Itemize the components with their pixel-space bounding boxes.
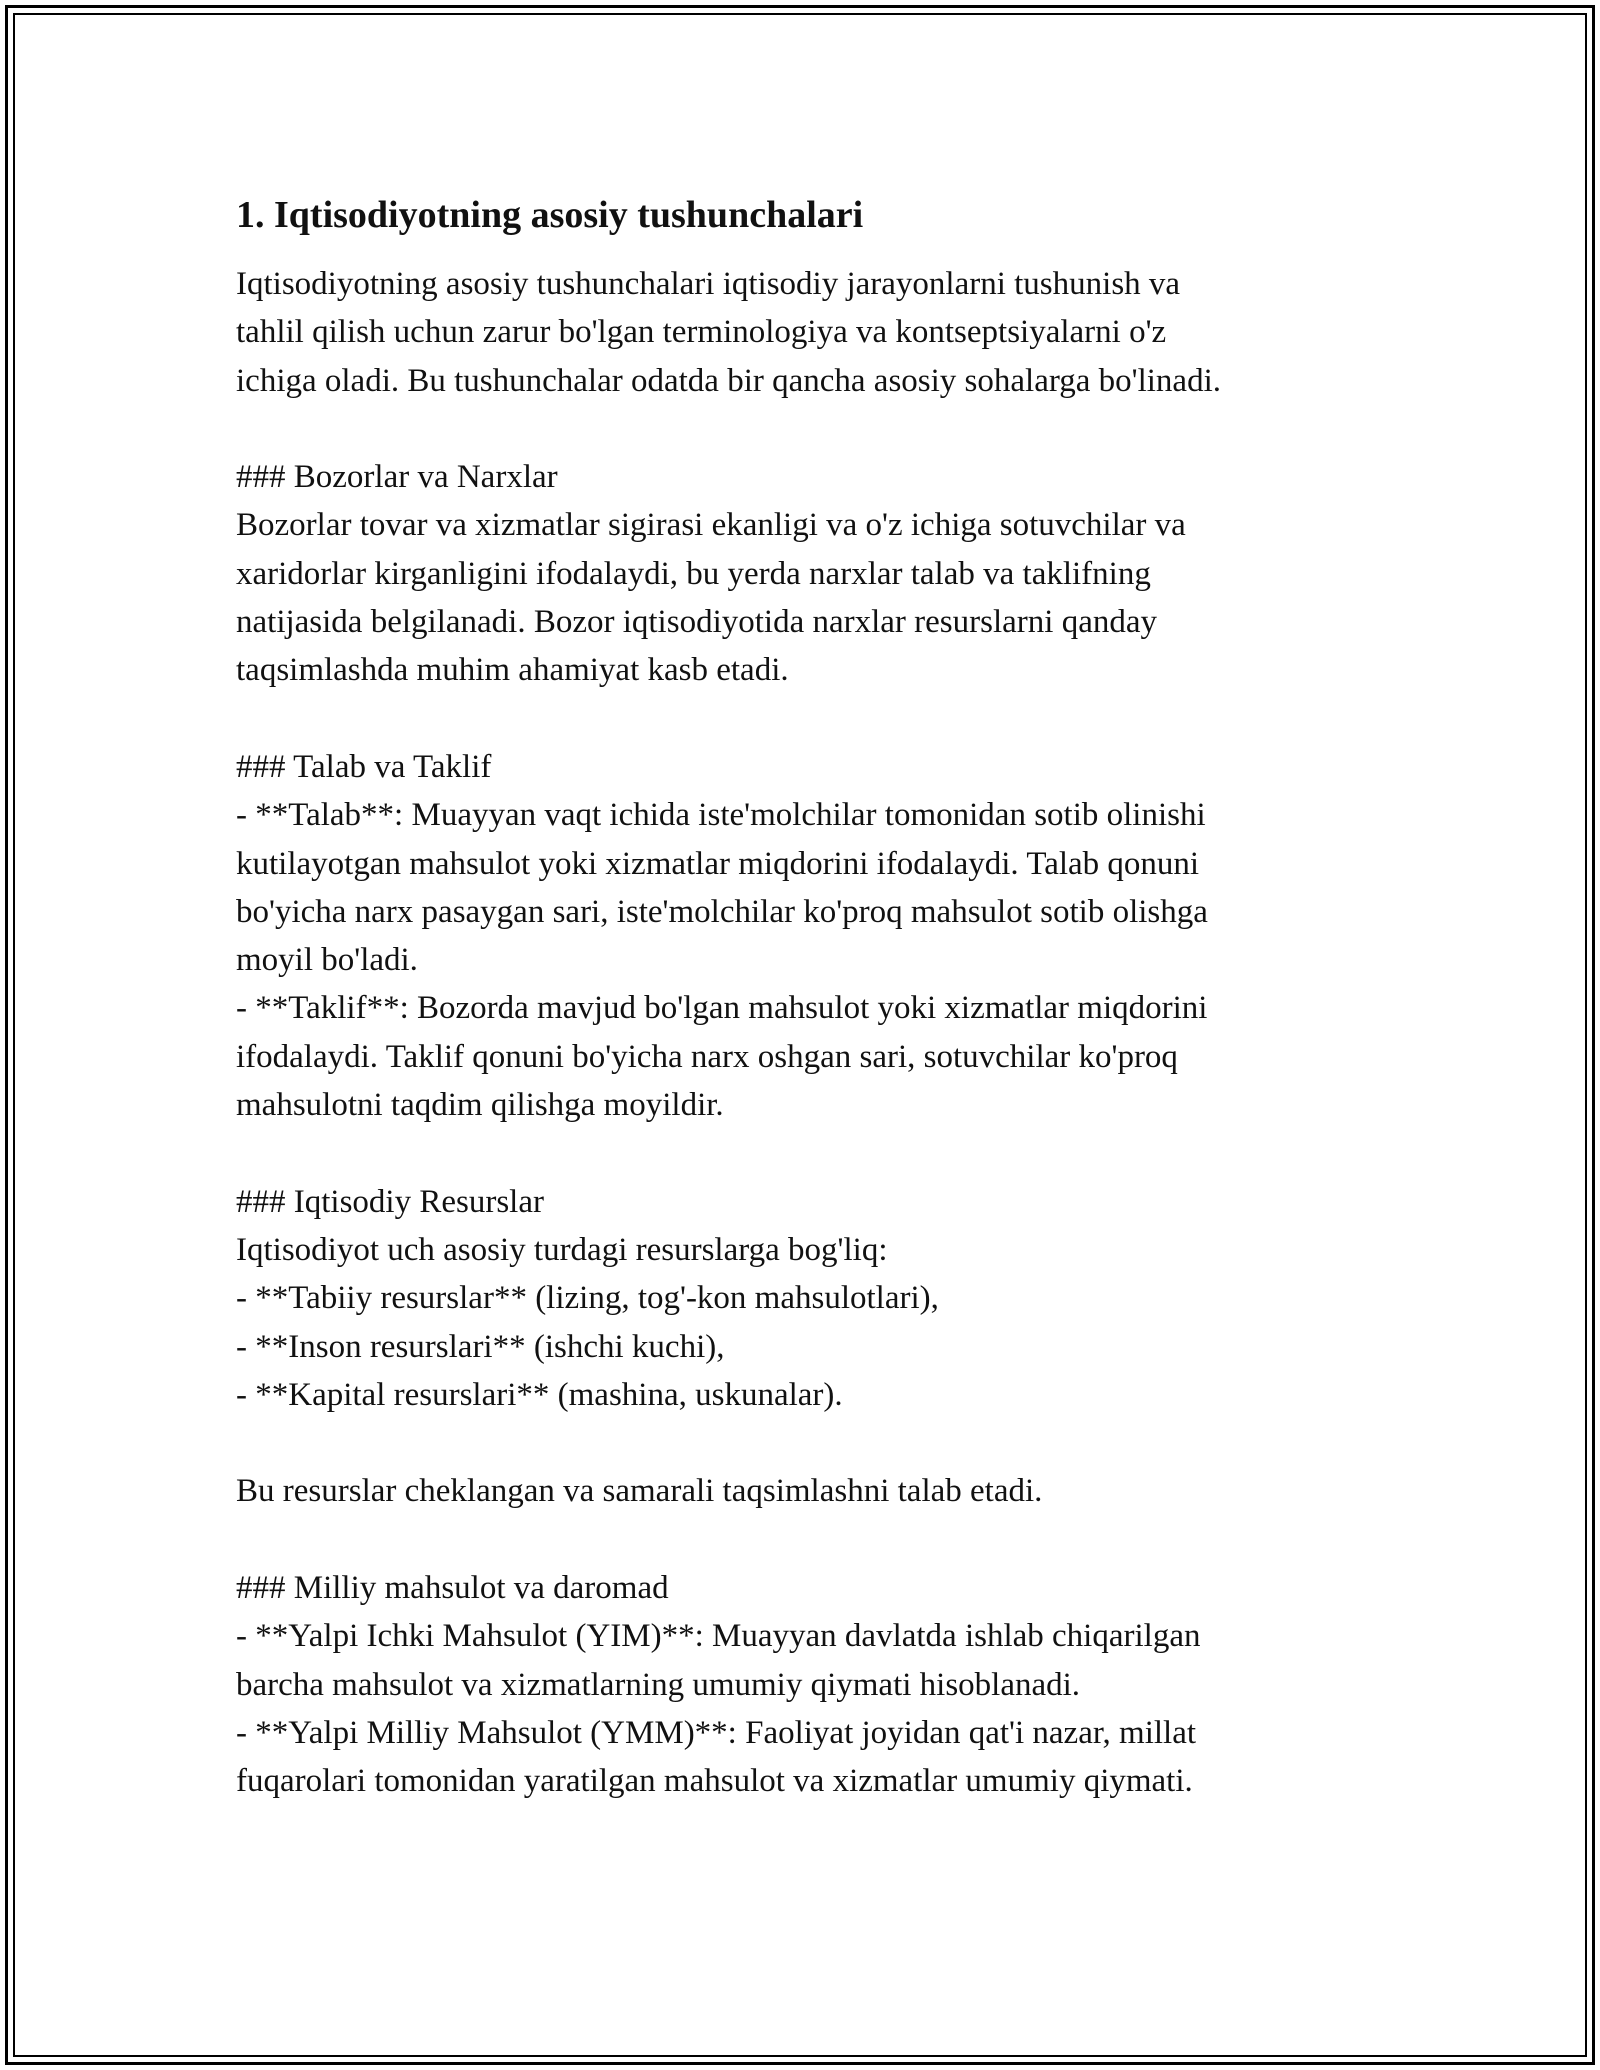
text-line: moyil bo'ladi.	[236, 942, 418, 979]
text-line: bo'yicha narx pasaygan sari, iste'molchilar ko'proq mahsulot sotib olishga	[236, 893, 1208, 930]
text-line: - **Tabiiy resurslar** (lizing, tog'-kon mahsulotlari),	[236, 1280, 939, 1317]
text-line: - **Taklif**: Bozorda mavjud bo'lgan mahsulot yoki xizmatlar miqdorini	[236, 990, 1208, 1027]
document-title: 1. Iqtisodiyotning asosiy tushunchalari	[236, 194, 864, 236]
blank-line	[236, 695, 1376, 743]
text-line: xaridorlar kirganligini ifodalaydi, bu yerda narxlar talab va taklifning	[236, 555, 1151, 592]
section-heading-line: ### Iqtisodiy Resurslar	[236, 1183, 544, 1220]
text-line: natijasida belgilanadi. Bozor iqtisodiyotida narxlar resurslarni qanday	[236, 604, 1157, 641]
text-line: kutilayotgan mahsulot yoki xizmatlar miqdorini ifodalaydi. Talab qonuni	[236, 845, 1200, 882]
section-heading-line: ### Talab va Taklif	[236, 748, 492, 785]
text-line: barcha mahsulot va xizmatlarning umumiy qiymati hisoblanadi.	[236, 1666, 1081, 1703]
blank-line	[236, 1419, 1376, 1467]
text-line: ifodalaydi. Taklif qonuni bo'yicha narx oshgan sari, sotuvchilar ko'proq	[236, 1038, 1178, 1075]
document-body	[236, 190, 1376, 1806]
blank-line	[236, 1129, 1376, 1177]
text-line: taqsimlashda muhim ahamiyat kasb etadi.	[236, 652, 789, 689]
text-line: - **Kapital resurslari** (mashina, uskunalar).	[236, 1376, 843, 1413]
blank-line	[236, 405, 1376, 453]
text-line: - **Inson resurslari** (ishchi kuchi),	[236, 1328, 725, 1365]
section-heading-line: ### Milliy mahsulot va daromad	[236, 1570, 669, 1607]
text-line: Bu resurslar cheklangan va samarali taqsimlashni talab etadi.	[236, 1473, 1043, 1510]
text-line: tahlil qilish uchun zarur bo'lgan terminologiya va kontseptsiyalarni o'z	[236, 314, 1167, 351]
text-line: fuqarolari tomonidan yaratilgan mahsulot va xizmatlar umumiy qiymati.	[236, 1763, 1193, 1800]
text-line: Iqtisodiyotning asosiy tushunchalari iqtisodiy jarayonlarni tushunish va	[236, 266, 1181, 302]
text-line: - **Yalpi Ichki Mahsulot (YIM)**: Muayyan davlatda ishlab chiqarilgan	[236, 1618, 1201, 1655]
text-line: Bozorlar tovar va xizmatlar sigirasi ekanligi va o'z ichiga sotuvchilar va	[236, 507, 1186, 544]
section-heading-line: ### Bozorlar va Narxlar	[236, 459, 558, 496]
blank-line	[236, 1516, 1376, 1564]
document-text	[236, 260, 1376, 1806]
text-line: ichiga oladi. Bu tushunchalar odatda bir qancha asosiy sohalarga bo'linadi.	[236, 362, 1221, 399]
text-line: - **Talab**: Muayyan vaqt ichida iste'molchilar tomonidan sotib olinishi	[236, 797, 1206, 834]
text-line: mahsulotni taqdim qilishga moyildir.	[236, 1087, 724, 1124]
text-line: Iqtisodiyot uch asosiy turdagi resurslarga bog'liq:	[236, 1231, 888, 1268]
text-line: - **Yalpi Milliy Mahsulot (YMM)**: Faoliyat joyidan qat'i nazar, millat	[236, 1714, 1197, 1751]
